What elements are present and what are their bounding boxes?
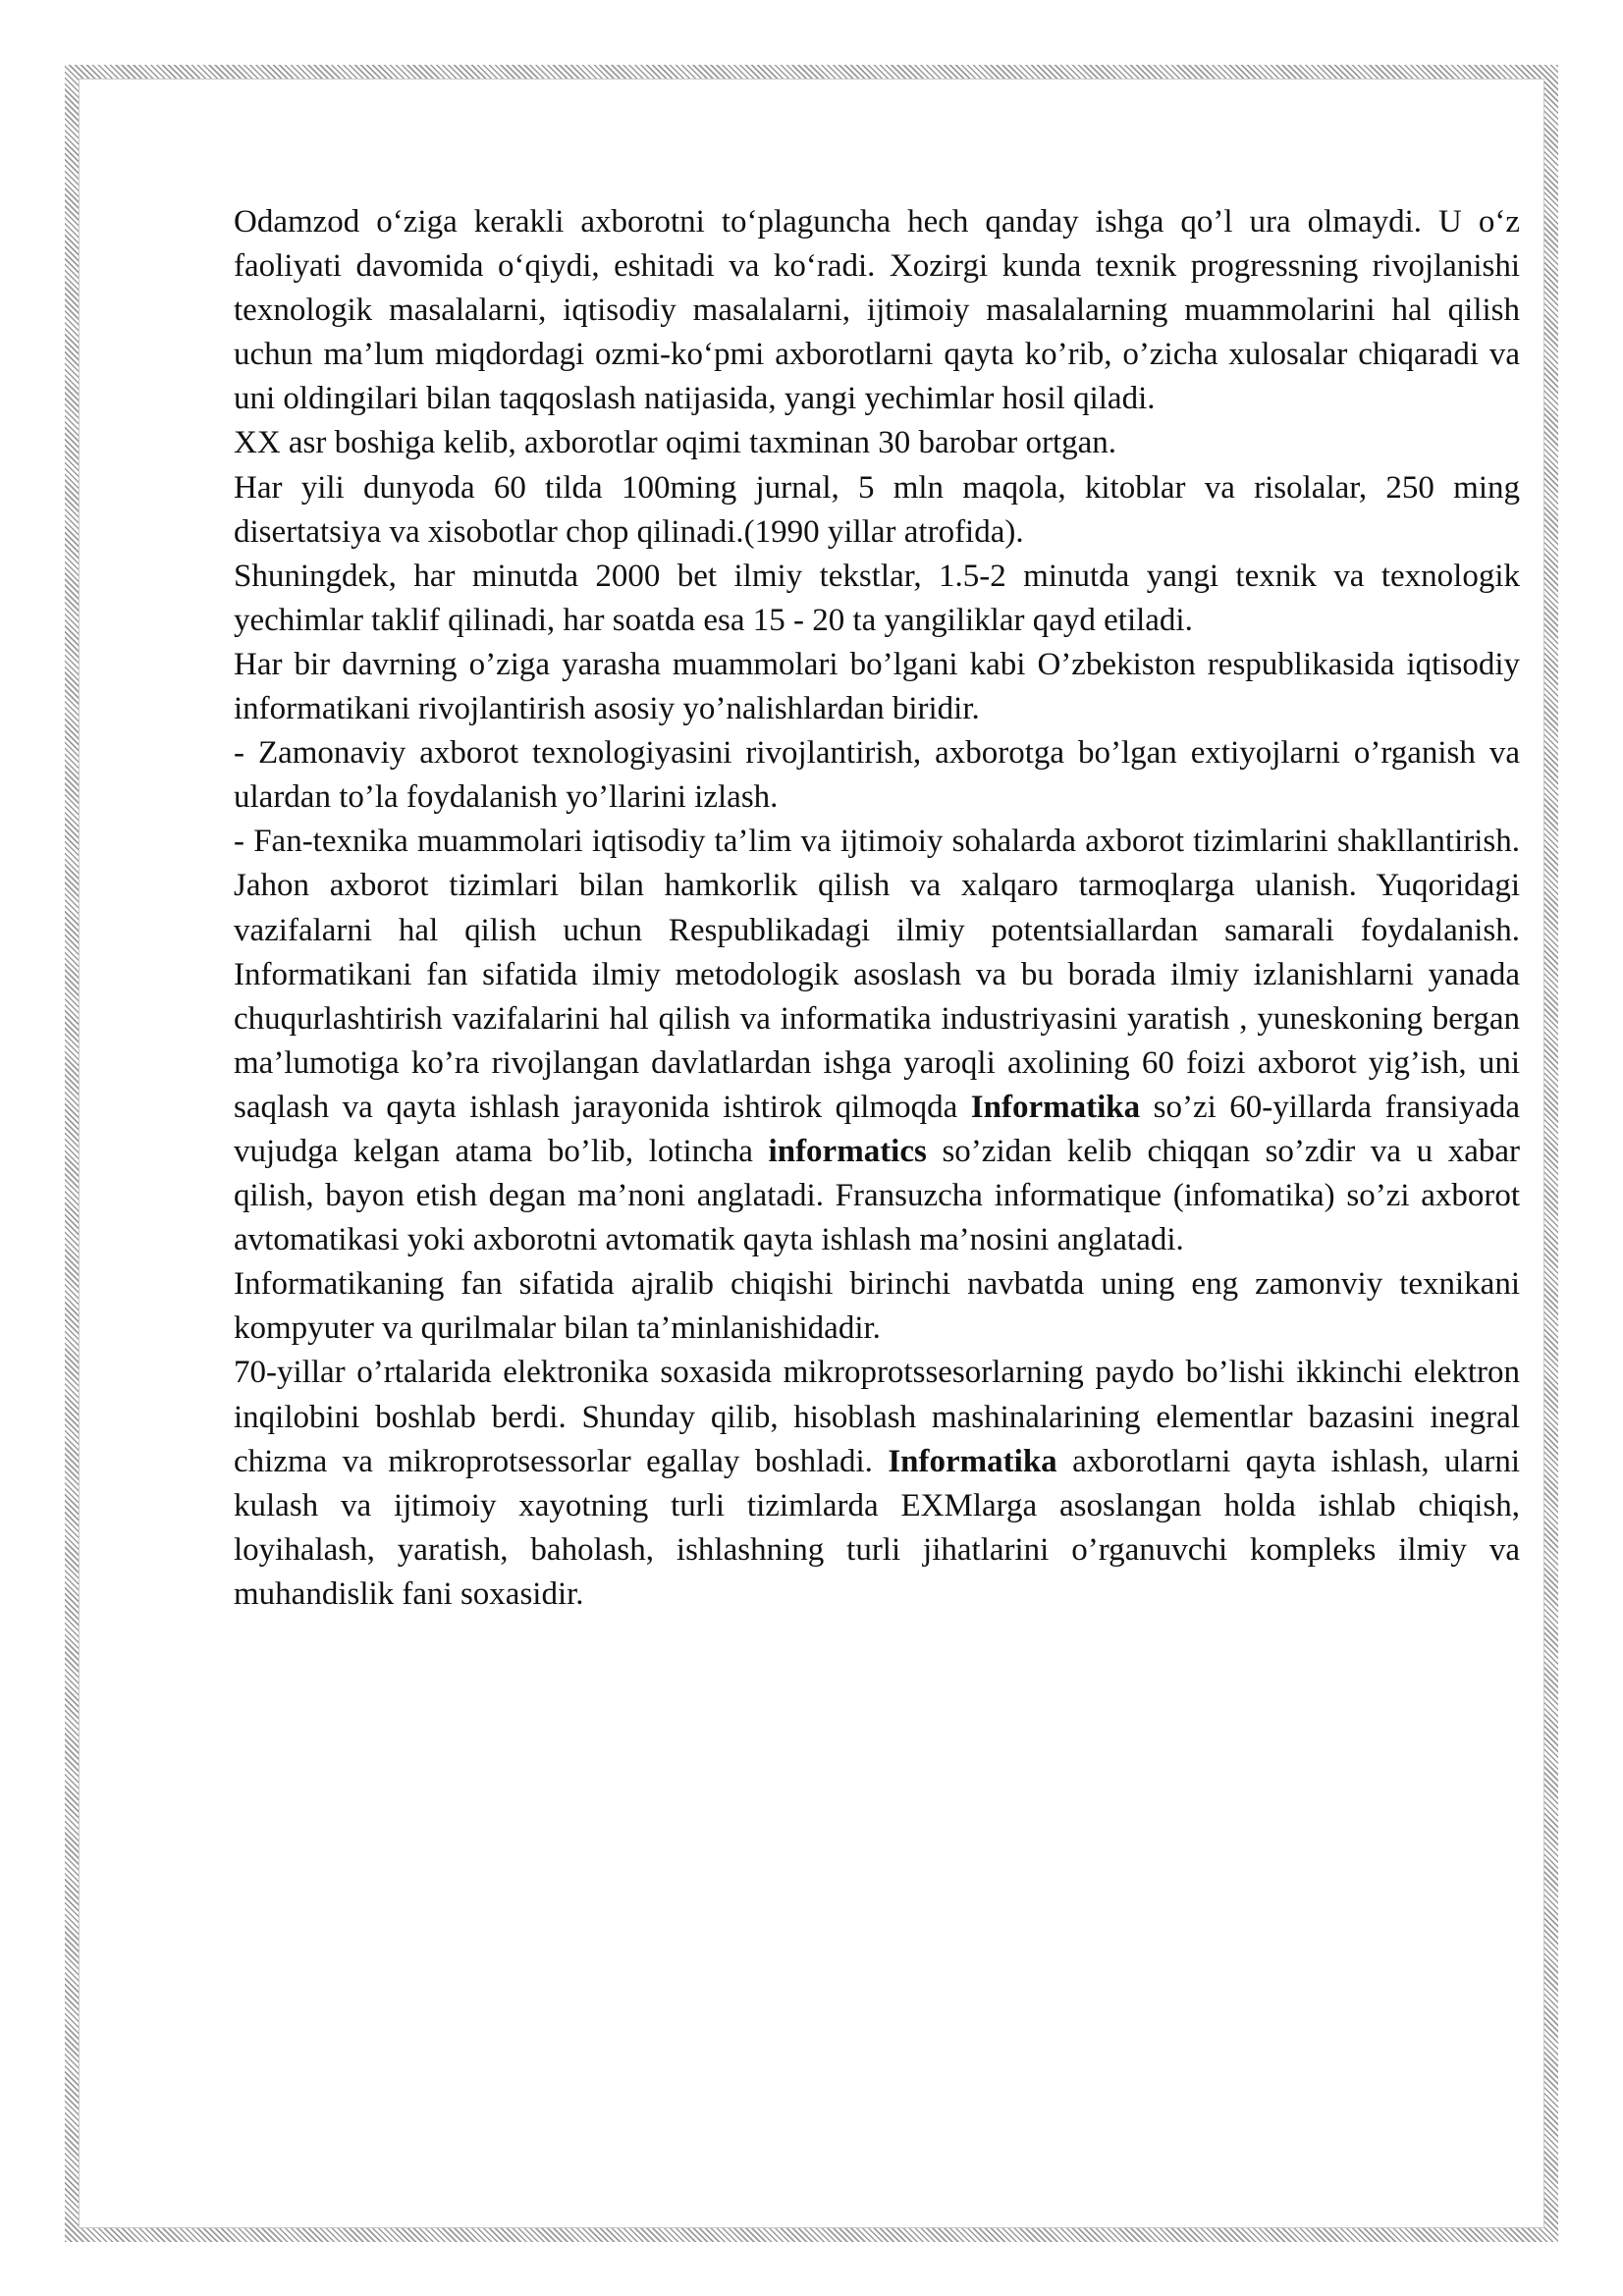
- term-informatika-2: Informatika: [888, 1443, 1057, 1479]
- paragraph-5: Har bir davrning o’ziga yarasha muammolari bo’lgani kabi O’zbekiston respublikasida iqtisodiy informatikani rivojlantirish asosiy yo’nalishlardan biridir.: [234, 646, 1520, 727]
- paragraph-9: [234, 1351, 1520, 1617]
- paragraph-4: Shuningdek, har minutda 2000 bet ilmiy tekstlar, 1.5-2 minutda yangi texnik va texnologik yechimlar taklif qilinadi, har soatda esa 15 - 20 ta yangiliklar qayd etiladi.: [234, 558, 1520, 638]
- paragraph-2: XX asr boshiga kelib, axborotlar oqimi taxminan 30 barobar ortgan.: [234, 425, 1117, 461]
- paragraph-9-intro: 70-yillar o’rtalarida elektronika soxasida mikroprotssesorlarning paydo bo’lishi ikkinchi elektron inqilobini boshlab berdi. Shunday qilib, hisoblash mashinalarining elementlar bazasini inegral chizma va mikroprotsessorlar egallay boshladi.: [234, 1355, 1520, 1479]
- paragraph-7-middle: so’zi 60-yillarda fransiyada vujudga kelgan atama bo’lib, lotincha: [234, 1089, 1520, 1169]
- term-informatics: informatics: [768, 1133, 927, 1169]
- paragraph-7: [234, 820, 1520, 1262]
- paragraph-7-end: so’zidan kelib chiqqan so’zdir va u xabar qilish, bayon etish degan ma’noni anglatadi. Fransuzcha informatique (infomatika) so’zi axborot avtomatikasi yoki axborotni avtomatik qayta ishlash ma’nosini anglatadi.: [234, 1133, 1520, 1258]
- paragraph-6: - Zamonaviy axborot texnologiyasini rivojlantirish, axborotga bo’lgan extiyojlarni o’rganish va ulardan to’la foydalanish yo’llarini izlash.: [234, 735, 1520, 816]
- paragraph-7-intro: - Fan-texnika muammolari iqtisodiy ta’lim va ijtimoiy sohalarda axborot tizimlarini shakllantirish. Jahon axborot tizimlari bilan hamkorlik qilish va xalqaro tarmoqlarga ulanish. Yuqoridagi vazifalarni hal qilish uchun Respublikadagi ilmiy potentsiallardan samarali foydalanish. Informatikani fan sifatida ilmiy metodologik asoslash va bu borada ilmiy izlanishlarni yanada chuqurlashtirish vazifalarini hal qilish va informatika industriyasini yaratish , yuneskoning bergan ma’lumotiga ko’ra rivojlangan davlatlardan ishga yaroqli axolining 60 foizi axborot yig’ish, uni saqlash va qayta ishlash jarayonida ishtirok qilmoqda: [234, 824, 1520, 1125]
- paragraph-8: Informatikaning fan sifatida ajralib chiqishi birinchi navbatda uning eng zamonviy texnikani kompyuter va qurilmalar bilan ta’minlanishidadir.: [234, 1266, 1520, 1347]
- document-body: [234, 200, 1520, 1617]
- paragraph-9-end: axborotlarni qayta ishlash, ularni kulash va ijtimoiy xayotning turli tizimlarda EXMlarga asoslangan holda ishlab chiqish, loyihalash, yaratish, baholash, ishlashning turli jihatlarini o’rganuvchi kompleks ilmiy va muhandislik fani soxasidir.: [234, 1443, 1520, 1612]
- paragraph-3: Har yili dunyoda 60 tilda 100ming jurnal, 5 mln maqola, kitoblar va risolalar, 250 ming disertatsiya va xisobotlar chop qilinadi.(1990 yillar atrofida).: [234, 469, 1520, 550]
- term-informatika: Informatika: [970, 1089, 1141, 1125]
- paragraph-1: Odamzod o‘ziga kerakli axborotni to‘plaguncha hech qanday ishga qo’l ura olmaydi. U o‘z faoliyati davomida o‘qiydi, eshitadi va ko‘radi. Xozirgi kunda texnik progressning rivojlanishi texnologik masalalarni, iqtisodiy masalalarni, ijtimoiy masalalarning muammolarini hal qilish uchun ma’lum miqdordagi ozmi-ko‘pmi axborotlarni qayta ko’rib, o’zicha xulosalar chiqaradi va uni oldingilari bilan taqqoslash natijasida, yangi yechimlar hosil qiladi.: [234, 204, 1520, 417]
